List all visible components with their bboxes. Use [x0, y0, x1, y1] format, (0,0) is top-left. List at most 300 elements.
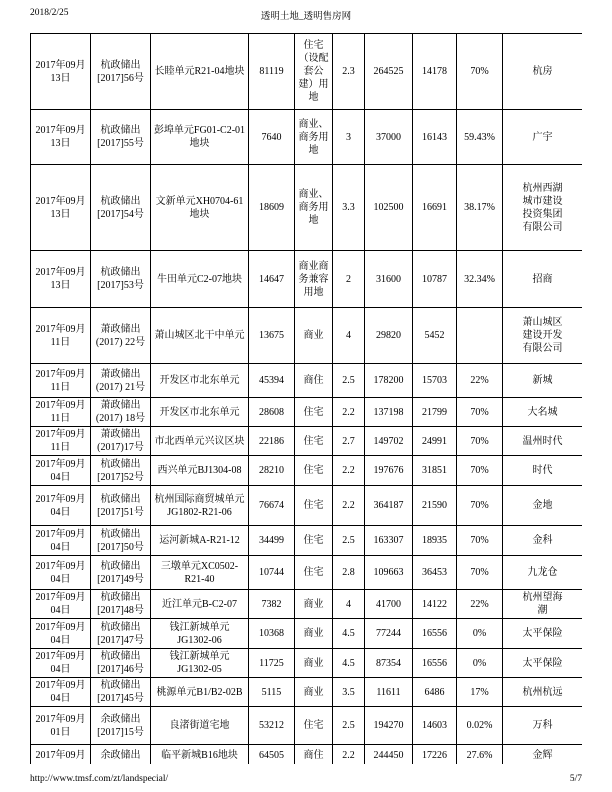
- cell-far: [333, 165, 365, 251]
- cell-text: 3.3: [342, 202, 355, 213]
- cell-text: 大名城: [527, 406, 558, 418]
- cell-text: 2017年09月: [35, 750, 86, 761]
- cell-premium: [457, 398, 503, 427]
- cell-area: [249, 456, 295, 486]
- table-row: [31, 398, 583, 427]
- cell-doc-no: [91, 486, 151, 526]
- cell-text: 10787: [422, 273, 447, 285]
- cell-winner: [503, 619, 583, 649]
- cell-winner: [503, 526, 583, 556]
- cell-text: 杭州望海潮: [522, 592, 563, 616]
- cell-text: 住宅: [303, 567, 324, 578]
- cell-land-use: [295, 526, 333, 556]
- cell-date: [31, 556, 91, 590]
- cell-doc-no: [91, 745, 151, 765]
- cell-text: 杭政储出[2017]45号: [97, 680, 144, 704]
- table-row: [31, 308, 583, 364]
- cell-date: [31, 590, 91, 619]
- cell-text: 杭政储出[2017]47号: [97, 621, 144, 646]
- cell-unit-price: [413, 707, 457, 745]
- cell-date: [31, 619, 91, 649]
- cell-text: 109663: [373, 567, 404, 578]
- cell-date: [31, 110, 91, 165]
- page-number: 5/7: [569, 774, 582, 784]
- cell-text: 77244: [376, 628, 401, 639]
- table-row: [31, 649, 583, 678]
- cell-text: 5115: [261, 686, 282, 698]
- cell-text: 18935: [422, 535, 447, 546]
- cell-area: [249, 649, 295, 678]
- cell-premium: [457, 649, 503, 678]
- cell-text: 10368: [259, 628, 284, 639]
- cell-unit-price: [413, 34, 457, 110]
- cell-parcel: [151, 678, 249, 707]
- cell-date: [31, 526, 91, 556]
- cell-doc-no: [91, 556, 151, 590]
- cell-text: 16143: [422, 131, 447, 143]
- cell-total-price: [365, 678, 413, 707]
- cell-text: 良渚街道宅地: [169, 720, 230, 731]
- cell-winner: [503, 165, 583, 251]
- cell-text: 0%: [472, 628, 487, 639]
- cell-text: 杭政储出[2017]56号: [97, 59, 144, 84]
- cell-doc-no: [91, 649, 151, 678]
- cell-unit-price: [413, 556, 457, 590]
- table-row: [31, 619, 583, 649]
- cell-text: 18609: [259, 202, 284, 213]
- cell-land-use: [295, 556, 333, 590]
- cell-far: [333, 456, 365, 486]
- page-title: 透明土地_透明售房网: [260, 12, 352, 22]
- cell-parcel: [151, 526, 249, 556]
- cell-total-price: [365, 308, 413, 364]
- cell-text: 余政储出: [100, 750, 141, 761]
- cell-text: 住宅: [303, 406, 324, 418]
- cell-area: [249, 165, 295, 251]
- cell-text: 70%: [470, 465, 489, 476]
- cell-date: [31, 398, 91, 427]
- cell-text: 0.02%: [466, 720, 493, 731]
- cell-parcel: [151, 427, 249, 456]
- cell-text: 137198: [373, 406, 404, 418]
- cell-text: 临平新城B16地块: [161, 750, 238, 761]
- cell-area: [249, 427, 295, 456]
- cell-date: [31, 364, 91, 398]
- cell-land-use: [295, 707, 333, 745]
- cell-premium: [457, 486, 503, 526]
- cell-text: 64505: [259, 750, 284, 761]
- cell-text: 商业、商务用地: [298, 118, 329, 156]
- cell-doc-no: [91, 590, 151, 619]
- cell-land-use: [295, 649, 333, 678]
- cell-date: [31, 745, 91, 765]
- cell-text: 文新单元XH0704-61地块: [155, 195, 244, 220]
- cell-total-price: [365, 456, 413, 486]
- cell-text: 2017年09月04日: [35, 621, 86, 646]
- cell-land-use: [295, 308, 333, 364]
- cell-text: 住宅: [303, 720, 324, 731]
- cell-text: 新城: [532, 375, 553, 387]
- cell-doc-no: [91, 251, 151, 308]
- cell-text: 31600: [376, 273, 401, 285]
- cell-text: 运河新城A-R21-12: [159, 535, 240, 546]
- cell-doc-no: [91, 364, 151, 398]
- cell-text: 21590: [422, 500, 447, 511]
- cell-premium: [457, 745, 503, 765]
- cell-text: 2017年09月13日: [35, 125, 86, 149]
- cell-parcel: [151, 165, 249, 251]
- cell-text: 2.2: [342, 406, 355, 418]
- cell-total-price: [365, 165, 413, 251]
- cell-date: [31, 678, 91, 707]
- cell-land-use: [295, 486, 333, 526]
- cell-text: 7640: [261, 131, 282, 143]
- cell-text: 163307: [373, 535, 404, 546]
- cell-unit-price: [413, 590, 457, 619]
- cell-text: 2017年09月13日: [35, 59, 86, 84]
- cell-text: 商业: [303, 686, 324, 698]
- cell-text: 钱江新城单元JG1302-05: [169, 651, 230, 675]
- cell-doc-no: [91, 110, 151, 165]
- cell-area: [249, 110, 295, 165]
- cell-text: 16691: [422, 202, 447, 213]
- cell-date: [31, 165, 91, 251]
- land-table-container: [30, 33, 582, 764]
- cell-total-price: [365, 251, 413, 308]
- table-row: [31, 707, 583, 745]
- cell-text: 22186: [259, 435, 284, 447]
- cell-winner: [503, 110, 583, 165]
- cell-text: 28210: [259, 465, 284, 476]
- cell-unit-price: [413, 427, 457, 456]
- cell-text: 2.2: [342, 465, 355, 476]
- cell-date: [31, 456, 91, 486]
- cell-text: 31851: [422, 465, 447, 476]
- cell-far: [333, 398, 365, 427]
- cell-premium: [457, 34, 503, 110]
- cell-text: 2017年09月13日: [35, 267, 86, 291]
- cell-text: 杭政储出[2017]46号: [97, 651, 144, 675]
- cell-winner: [503, 308, 583, 364]
- cell-text: 商业商务兼容用地: [298, 260, 329, 298]
- cell-text: 70%: [470, 567, 489, 578]
- cell-text: 15703: [422, 375, 447, 386]
- cell-parcel: [151, 556, 249, 590]
- cell-text: 2017年09月04日: [35, 680, 86, 704]
- cell-parcel: [151, 649, 249, 678]
- cell-text: 杭政储出[2017]48号: [97, 592, 144, 616]
- cell-parcel: [151, 34, 249, 110]
- cell-text: 萧政储出(2017) 22号: [95, 323, 146, 348]
- cell-total-price: [365, 619, 413, 649]
- cell-premium: [457, 526, 503, 556]
- cell-text: 2017年09月04日: [35, 528, 86, 553]
- print-date: 2018/2/25: [30, 8, 69, 18]
- cell-text: 2.8: [342, 567, 355, 578]
- cell-text: 197676: [373, 465, 404, 476]
- cell-text: 太平保险: [522, 628, 563, 640]
- cell-text: 九龙仓: [527, 567, 558, 579]
- cell-unit-price: [413, 308, 457, 364]
- cell-area: [249, 398, 295, 427]
- cell-far: [333, 34, 365, 110]
- cell-text: 杭政储出[2017]55号: [97, 125, 144, 149]
- cell-text: 37000: [376, 131, 401, 143]
- cell-total-price: [365, 590, 413, 619]
- cell-text: 商住: [303, 375, 324, 386]
- cell-far: [333, 110, 365, 165]
- cell-text: 24991: [422, 435, 447, 447]
- cell-text: 2017年09月11日: [35, 323, 86, 348]
- cell-parcel: [151, 486, 249, 526]
- cell-area: [249, 590, 295, 619]
- cell-text: 7382: [261, 598, 282, 610]
- cell-unit-price: [413, 165, 457, 251]
- cell-text: 10744: [259, 567, 284, 578]
- land-table: [30, 33, 582, 764]
- cell-unit-price: [413, 619, 457, 649]
- table-row: [31, 486, 583, 526]
- cell-text: 178200: [373, 375, 404, 386]
- cell-unit-price: [413, 678, 457, 707]
- cell-land-use: [295, 251, 333, 308]
- cell-text: 45394: [259, 375, 284, 386]
- cell-far: [333, 251, 365, 308]
- cell-text: 2017年09月11日: [35, 429, 86, 453]
- cell-parcel: [151, 308, 249, 364]
- cell-premium: [457, 619, 503, 649]
- cell-doc-no: [91, 678, 151, 707]
- cell-text: 2017年09月04日: [35, 493, 86, 518]
- cell-text: 2.3: [342, 66, 355, 77]
- cell-unit-price: [413, 398, 457, 427]
- cell-winner: [503, 745, 583, 765]
- cell-total-price: [365, 364, 413, 398]
- cell-area: [249, 707, 295, 745]
- cell-text: 杭政储出[2017]53号: [97, 267, 144, 291]
- cell-total-price: [365, 556, 413, 590]
- cell-winner: [503, 649, 583, 678]
- cell-text: 14122: [422, 598, 447, 610]
- cell-land-use: [295, 678, 333, 707]
- cell-parcel: [151, 398, 249, 427]
- cell-land-use: [295, 590, 333, 619]
- cell-premium: [457, 456, 503, 486]
- cell-text: 商业、商务用地: [298, 189, 329, 226]
- cell-unit-price: [413, 745, 457, 765]
- cell-text: 149702: [373, 435, 404, 447]
- table-row: [31, 364, 583, 398]
- cell-doc-no: [91, 707, 151, 745]
- cell-text: 16556: [422, 628, 447, 639]
- cell-text: 70%: [470, 66, 489, 77]
- cell-text: 杭政储出[2017]52号: [97, 458, 144, 483]
- table-row: [31, 251, 583, 308]
- cell-text: 22%: [470, 598, 489, 610]
- cell-text: 2.5: [342, 535, 355, 546]
- table-row: [31, 745, 583, 765]
- cell-land-use: [295, 110, 333, 165]
- cell-text: 21799: [422, 406, 447, 418]
- cell-text: 364187: [373, 500, 404, 511]
- cell-area: [249, 556, 295, 590]
- cell-area: [249, 745, 295, 765]
- cell-text: 16556: [422, 657, 447, 669]
- table-row: [31, 678, 583, 707]
- cell-unit-price: [413, 486, 457, 526]
- table-row: [31, 110, 583, 165]
- cell-date: [31, 34, 91, 110]
- cell-area: [249, 251, 295, 308]
- cell-text: 4: [346, 598, 351, 610]
- cell-text: 17226: [422, 750, 447, 761]
- cell-text: 住宅（设配套公建）用地: [298, 40, 329, 103]
- cell-text: 5452: [424, 330, 445, 341]
- cell-text: 杭政储出[2017]49号: [97, 560, 144, 585]
- cell-text: 70%: [470, 406, 489, 418]
- cell-text: 264525: [373, 66, 404, 77]
- cell-text: 87354: [376, 657, 401, 669]
- cell-text: 14647: [259, 273, 284, 285]
- cell-text: 6486: [424, 686, 445, 698]
- cell-text: 28608: [259, 406, 284, 418]
- cell-land-use: [295, 619, 333, 649]
- cell-far: [333, 526, 365, 556]
- print-header: [30, 8, 582, 22]
- cell-total-price: [365, 707, 413, 745]
- cell-land-use: [295, 34, 333, 110]
- cell-winner: [503, 398, 583, 427]
- cell-text: 桃源单元B1/B2-02B: [156, 686, 243, 698]
- cell-text: 萧政储出(2017) 21号: [95, 368, 146, 393]
- cell-unit-price: [413, 526, 457, 556]
- cell-area: [249, 364, 295, 398]
- cell-far: [333, 556, 365, 590]
- cell-winner: [503, 456, 583, 486]
- cell-unit-price: [413, 251, 457, 308]
- cell-text: 41700: [376, 598, 401, 610]
- cell-premium: [457, 364, 503, 398]
- cell-total-price: [365, 486, 413, 526]
- cell-total-price: [365, 526, 413, 556]
- cell-text: 14603: [422, 720, 447, 731]
- cell-text: 70%: [470, 435, 489, 447]
- cell-premium: [457, 707, 503, 745]
- cell-total-price: [365, 110, 413, 165]
- cell-far: [333, 590, 365, 619]
- cell-text: 开发区市北东单元: [159, 375, 240, 386]
- cell-area: [249, 678, 295, 707]
- cell-unit-price: [413, 364, 457, 398]
- cell-text: 太平保险: [522, 657, 563, 669]
- cell-parcel: [151, 110, 249, 165]
- cell-date: [31, 427, 91, 456]
- cell-date: [31, 486, 91, 526]
- cell-text: 彭埠单元FG01-C2-01地块: [153, 125, 246, 149]
- cell-text: 万科: [532, 720, 553, 732]
- table-row: [31, 556, 583, 590]
- cell-winner: [503, 34, 583, 110]
- cell-total-price: [365, 34, 413, 110]
- cell-text: 金辉: [532, 750, 553, 762]
- cell-text: 76674: [259, 500, 284, 511]
- cell-text: 余政储出[2017]15号: [97, 713, 144, 738]
- cell-far: [333, 678, 365, 707]
- cell-text: 2017年09月04日: [35, 560, 86, 585]
- cell-text: 商住: [303, 750, 324, 761]
- cell-text: 住宅: [303, 500, 324, 511]
- cell-text: 27.6%: [466, 750, 493, 761]
- cell-text: 194270: [373, 720, 404, 731]
- cell-land-use: [295, 456, 333, 486]
- cell-far: [333, 308, 365, 364]
- cell-doc-no: [91, 619, 151, 649]
- cell-far: [333, 364, 365, 398]
- cell-text: 2.2: [342, 500, 355, 511]
- cell-text: 商业: [303, 598, 324, 610]
- cell-unit-price: [413, 649, 457, 678]
- cell-text: 53212: [259, 720, 284, 731]
- cell-parcel: [151, 364, 249, 398]
- cell-parcel: [151, 707, 249, 745]
- cell-text: 三墩单元XC0502-R21-40: [160, 560, 239, 585]
- cell-winner: [503, 590, 583, 619]
- cell-parcel: [151, 745, 249, 765]
- cell-date: [31, 707, 91, 745]
- cell-text: 杭政储出[2017]50号: [97, 528, 144, 553]
- table-row: [31, 590, 583, 619]
- cell-text: 2017年09月04日: [35, 458, 86, 483]
- cell-land-use: [295, 364, 333, 398]
- cell-far: [333, 486, 365, 526]
- cell-text: 杭州杭远: [522, 686, 563, 698]
- cell-text: 36453: [422, 567, 447, 578]
- land-table-body: [31, 34, 583, 765]
- cell-premium: [457, 590, 503, 619]
- cell-premium: [457, 110, 503, 165]
- cell-far: [333, 619, 365, 649]
- cell-area: [249, 308, 295, 364]
- cell-text: 3.5: [342, 686, 355, 698]
- cell-land-use: [295, 427, 333, 456]
- cell-text: 金科: [532, 535, 553, 547]
- cell-text: 温州时代: [522, 435, 563, 447]
- cell-text: 32.34%: [464, 273, 495, 285]
- cell-unit-price: [413, 456, 457, 486]
- cell-text: 11611: [376, 686, 401, 698]
- cell-text: 22%: [470, 375, 489, 386]
- cell-text: 金地: [532, 500, 553, 512]
- cell-text: 244450: [373, 750, 404, 761]
- cell-premium: [457, 556, 503, 590]
- cell-text: 102500: [373, 202, 404, 213]
- cell-doc-no: [91, 34, 151, 110]
- cell-winner: [503, 556, 583, 590]
- cell-text: 2.5: [342, 375, 355, 386]
- cell-text: 住宅: [303, 535, 324, 546]
- cell-text: 杭政储出[2017]51号: [97, 493, 144, 518]
- cell-text: 38.17%: [464, 202, 495, 213]
- table-row: [31, 34, 583, 110]
- cell-total-price: [365, 745, 413, 765]
- cell-doc-no: [91, 526, 151, 556]
- cell-text: 2.5: [342, 720, 355, 731]
- cell-premium: [457, 165, 503, 251]
- cell-land-use: [295, 398, 333, 427]
- cell-text: 杭州国际商贸城单元JG1802-R21-06: [154, 493, 245, 518]
- cell-total-price: [365, 398, 413, 427]
- cell-text: 70%: [470, 500, 489, 511]
